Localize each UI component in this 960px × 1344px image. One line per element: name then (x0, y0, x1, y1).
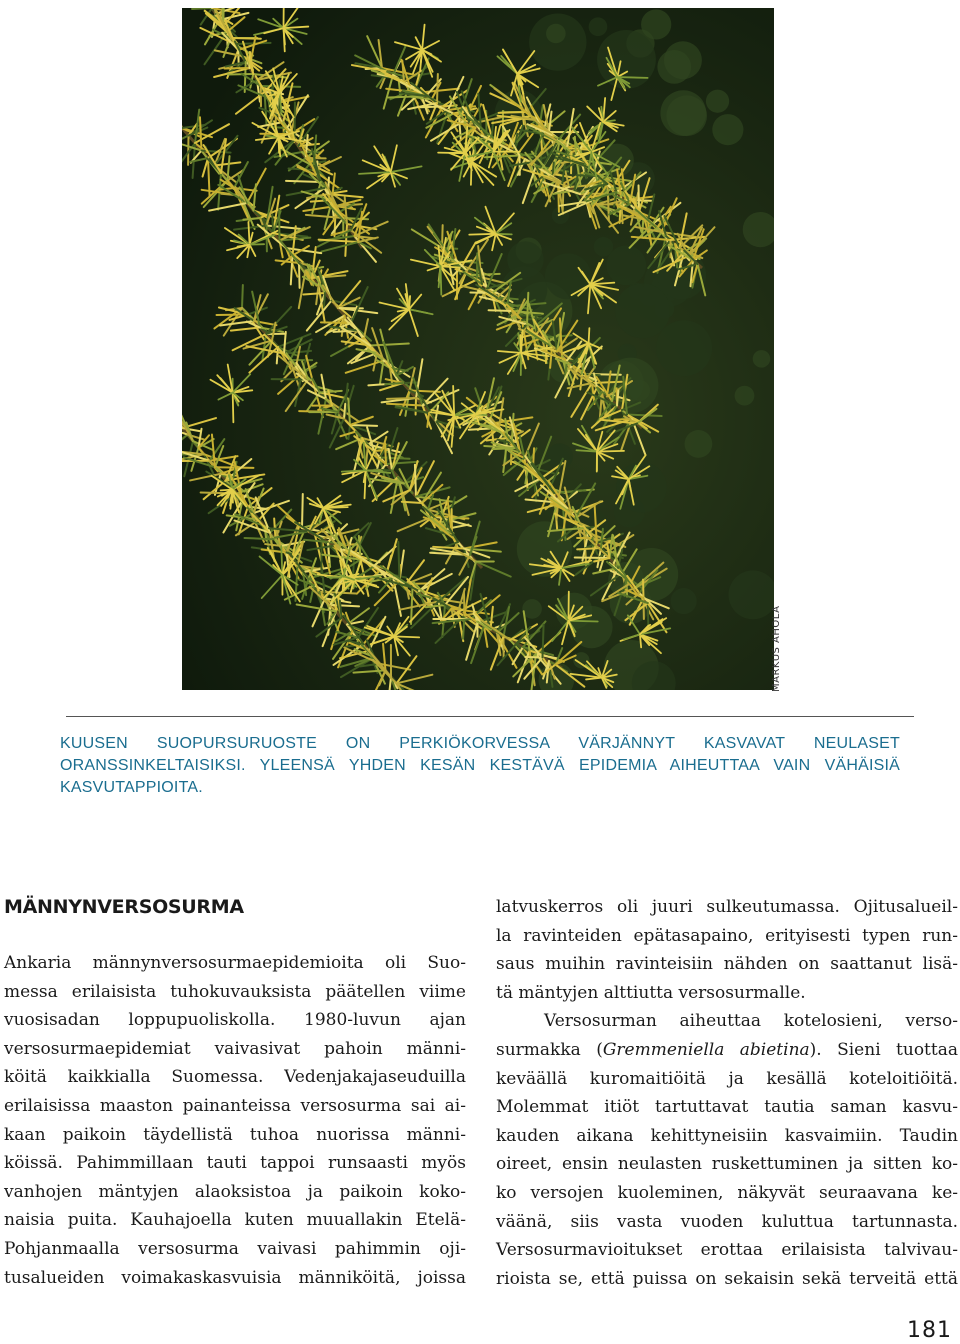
body-line: kauden aikana kehittyneisiin kasvaimiin. Taudin (496, 1125, 958, 1146)
body-line: la ravinteiden epätasapaino, erityisesti typen run- (496, 925, 958, 946)
body-line: Pohjanmaalla versosurma vaivasi pahimmin oji- (4, 1238, 466, 1259)
body-line: tä mäntyjen alttiutta versosurmalle. (496, 982, 806, 1003)
body-line: keväällä kuromaitiöitä ja kesällä koteloitiöitä. (496, 1068, 958, 1089)
body-line: vanhojen mäntyjen alaoksistoa ja paikoin koko- (4, 1181, 466, 1202)
body-line-with-latin-name (496, 1036, 958, 1065)
left-column (4, 893, 466, 1292)
spruce-photo (182, 8, 774, 690)
body-line: saus muihin ravinteisiin nähden on saattanut lisä- (496, 954, 958, 975)
body-line: messa erilaisista tuhokuvauksista päätellen viime (4, 981, 466, 1002)
body-line: oireet, ensin neulasten ruskettuminen ja sitten ko- (496, 1154, 958, 1175)
body-line: Versosurmavioitukset erottaa erilaisista talvivau- (496, 1240, 958, 1261)
body-line: versosurmaepidemiat vaivasivat pahoin männi- (4, 1038, 466, 1059)
section-heading: MÄNNYNVERSOSURMA (4, 896, 244, 918)
body-text: ). Sieni tuottaa (809, 1039, 958, 1060)
body-line: Versosurman aiheuttaa kotelosieni, verso- (544, 1011, 958, 1032)
photo-credit: MARKUS AHOLA (771, 605, 782, 692)
body-line: erilaisissa maaston painanteissa versosurma sai ai- (4, 1095, 466, 1116)
body-line: köitä kaikkialla Suomessa. Vedenjakajaseuduilla (4, 1067, 466, 1088)
caption-line: KUUSEN SUOPURSURUOSTE ON PERKIÖKORVESSA VÄRJÄNNYT KASVAVAT NEULASET (60, 735, 900, 752)
caption-line: KASVUTAPPIOITA. (60, 779, 203, 796)
body-line: Ankaria männynversosurmaepidemioita oli Suo- (4, 953, 466, 973)
body-line: naisia puita. Kauhajoella kuten muuallakin Etelä- (4, 1210, 466, 1231)
spruce-illustration (182, 8, 774, 690)
body-line: Molemmat itiöt tartuttavat tautia saman kasvu- (496, 1097, 958, 1118)
caption-divider (66, 716, 914, 717)
page-number: 181 (907, 1318, 952, 1343)
body-line: latvuskerros oli juuri sulkeutumassa. Ojitusalueil- (496, 897, 958, 917)
latin-name: Gremmeniella abietina (602, 1039, 810, 1060)
body-text: surmakka ( (496, 1039, 603, 1060)
body-line: vuosisadan loppupuoliskolla. 1980-luvun ajan (4, 1010, 466, 1031)
caption-line: ORANSSINKELTAISIKSI. YLEENSÄ YHDEN KESÄN KESTÄVÄ EPIDEMIA AIHEUTTAA VAIN VÄHÄISIÄ (60, 757, 900, 774)
body-line: kaan paikoin täydellistä tuhoa nuorissa männi- (4, 1124, 466, 1145)
body-line: ko versojen kuoleminen, näkyvät seuraavana ke- (496, 1182, 958, 1203)
body-line: tusalueiden voimakaskasvuisia männiköitä, joissa (4, 1267, 466, 1288)
body-line: köissä. Pahimmillaan tauti tappoi runsaasti myös (4, 1153, 466, 1174)
body-line: väänä, siis vasta vuoden kuluttua tartunnasta. (496, 1211, 958, 1232)
right-column (496, 893, 958, 1293)
body-line: rioista se, että puissa on sekaisin sekä terveitä että (496, 1268, 958, 1289)
photo-caption (60, 733, 900, 799)
